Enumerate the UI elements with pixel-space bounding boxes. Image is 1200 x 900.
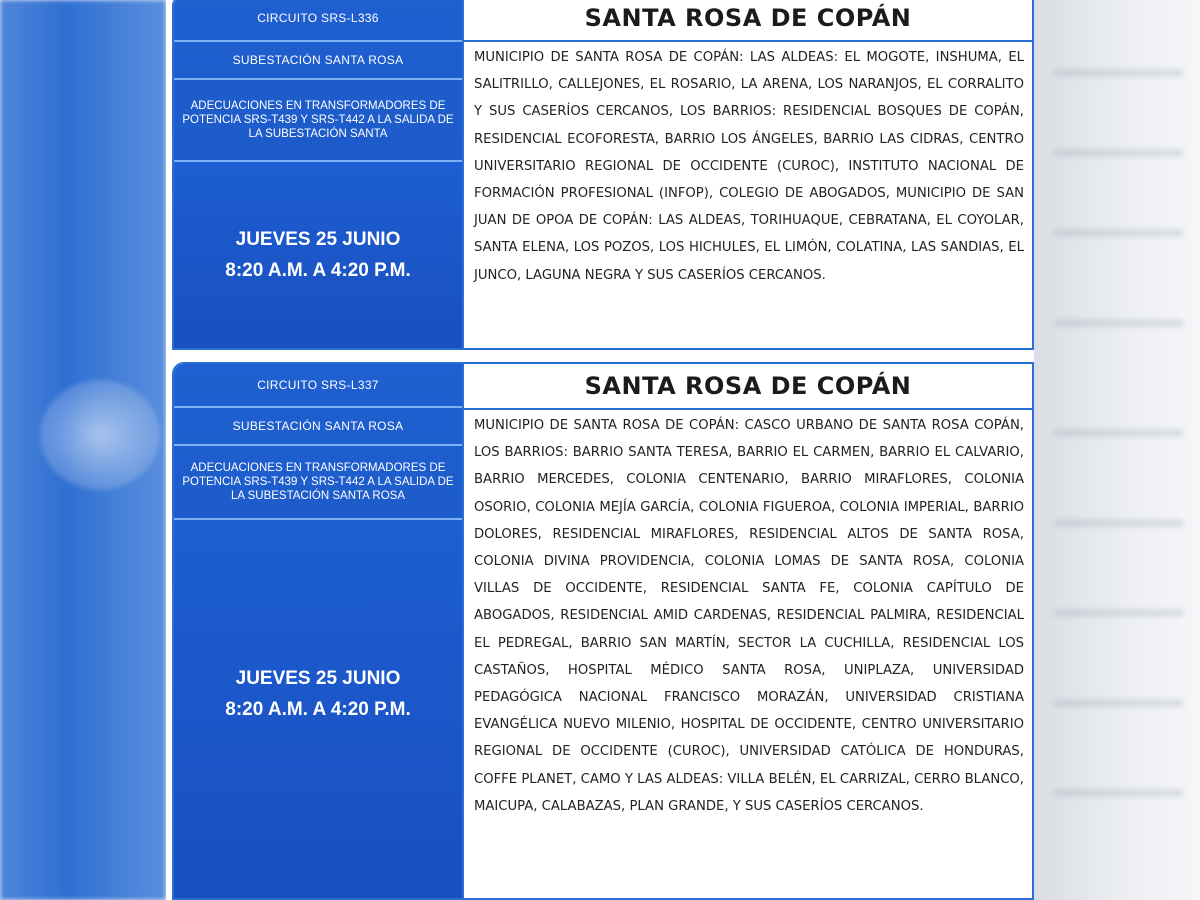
affected-areas-column [462, 364, 1032, 898]
affected-areas-column [462, 0, 1032, 348]
outage-time: 8:20 A.M. A 4:20 P.M. [225, 699, 411, 720]
circuit-info-column [174, 0, 462, 348]
blurred-text-line [1054, 700, 1184, 706]
schedule-block [174, 520, 462, 898]
blurred-text-line [1054, 70, 1184, 76]
blurred-left-background [0, 0, 166, 900]
substation-label: SUBESTACIÓN SANTA ROSA [174, 42, 462, 80]
blurred-right-background [1034, 0, 1200, 900]
schedule-block [174, 162, 462, 348]
blurred-text-line [1054, 610, 1184, 616]
blurred-text-line [1054, 230, 1184, 236]
location-title: SANTA ROSA DE COPÁN [464, 364, 1032, 410]
outage-date: JUEVES 25 JUNIO [235, 229, 401, 250]
location-title: SANTA ROSA DE COPÁN [464, 0, 1032, 42]
blurred-logo-shape [40, 380, 160, 490]
substation-label: SUBESTACIÓN SANTA ROSA [174, 408, 462, 446]
outage-time: 8:20 A.M. A 4:20 P.M. [225, 260, 411, 281]
blurred-text-line [1054, 790, 1184, 796]
outage-date: JUEVES 25 JUNIO [235, 668, 401, 689]
blurred-text-line [1054, 320, 1184, 326]
circuit-info-column [174, 364, 462, 898]
affected-areas-text: MUNICIPIO DE SANTA ROSA DE COPÁN: CASCO URBANO DE SANTA ROSA COPÁN, LOS BARRIOS: BARRIO SANTA TERESA, BARRIO EL CARMEN, BARRIO EL CALVARIO, BARRIO MERCEDES, COLONIA CENTENARIO, BARRIO MIRAFLORES, COLONIA OSORIO, COLONIA MEJÍA GARCÍA, COLONIA FIGUEROA, COLONIA IMPERIAL, BARRIO DOLORES, RESIDENCIAL MIRAFLORES, RESIDENCIAL ALTOS DE SANTA ROSA, COLONIA DIVINA PROVIDENCIA, COLONIA LOMAS DE SANTA ROSA, COLONIA VILLAS DE OCCIDENTE, RESIDENCIAL SANTA FE, COLONIA CAPÍTULO DE ABOGADOS, RESIDENCIAL AMID CARDENAS, RESIDENCIAL PALMIRA, RESIDENCIAL EL PEDREGAL, BARRIO SAN MARTÍN, SECTOR LA CUCHILLA, RESIDENCIAL LOS CASTAÑOS, HOSPITAL MÉDICO SANTA ROSA, UNIPLAZA, UNIVERSIDAD PEDAGÓGICA NACIONAL FRANCISCO MORAZÁN, UNIVERSIDAD CRISTIANA EVANGÉLICA NUEVO MILENIO, HOSPITAL DE OCCIDENTE, CENTRO UNIVERSITARIO REGIONAL DE OCCIDENTE (CUROC), UNIVERSIDAD CATÓLICA DE HONDURAS, COFFE PLANET, CAMO Y LAS ALDEAS: VILLA BELÉN, EL CARRIZAL, CERRO BLANCO, MAICUPA, CALABAZAS, PLAN GRANDE, Y SUS CASERÍOS CERCANOS. [474, 418, 1024, 814]
affected-areas-text: MUNICIPIO DE SANTA ROSA DE COPÁN: LAS ALDEAS: EL MOGOTE, INSHUMA, EL SALITRILLO, CALLEJONES, EL ROSARIO, LA ARENA, LOS NARANJOS, EL CORRALITO Y SUS CASERÍOS CERCANOS, LOS BARRIOS: RESIDENCIAL BOSQUES DE COPÁN, RESIDENCIAL ECOFORESTA, BARRIO LOS ÁNGELES, BARRIO LAS CIDRAS, CENTRO UNIVERSITARIO REGIONAL DE OCCIDENTE (CUROC), INSTITUTO NACIONAL DE FORMACIÓN PROFESIONAL (INFOP), COLEGIO DE ABOGADOS, MUNICIPIO DE SAN JUAN DE OPOA DE COPÁN: LAS ALDEAS, TORIHUAQUE, CEBRATANA, EL COYOLAR, SANTA ELENA, LOS POZOS, LOS HICHULES, EL LIMÓN, COLATINA, LAS SANDIAS, EL JUNCO, LAGUNA NEGRA Y SUS CASERÍOS CERCANOS. [474, 50, 1024, 283]
outage-notice-document [166, 0, 1034, 900]
blurred-text-line [1054, 520, 1184, 526]
blurred-text-line [1054, 150, 1184, 156]
circuit-label: CIRCUITO SRS-L336 [174, 0, 462, 42]
work-description: ADECUACIONES EN TRANSFORMADORES DE POTENCIA SRS-T439 Y SRS-T442 A LA SALIDA DE LA SUBESTACIÓN SANTA [174, 80, 462, 162]
blurred-text-line [1054, 430, 1184, 436]
circuit-card [172, 362, 1034, 900]
circuit-card [172, 0, 1034, 350]
work-description: ADECUACIONES EN TRANSFORMADORES DE POTENCIA SRS-T439 Y SRS-T442 A LA SALIDA DE LA SUBESTACIÓN SANTA ROSA [174, 446, 462, 520]
circuit-label: CIRCUITO SRS-L337 [174, 364, 462, 408]
